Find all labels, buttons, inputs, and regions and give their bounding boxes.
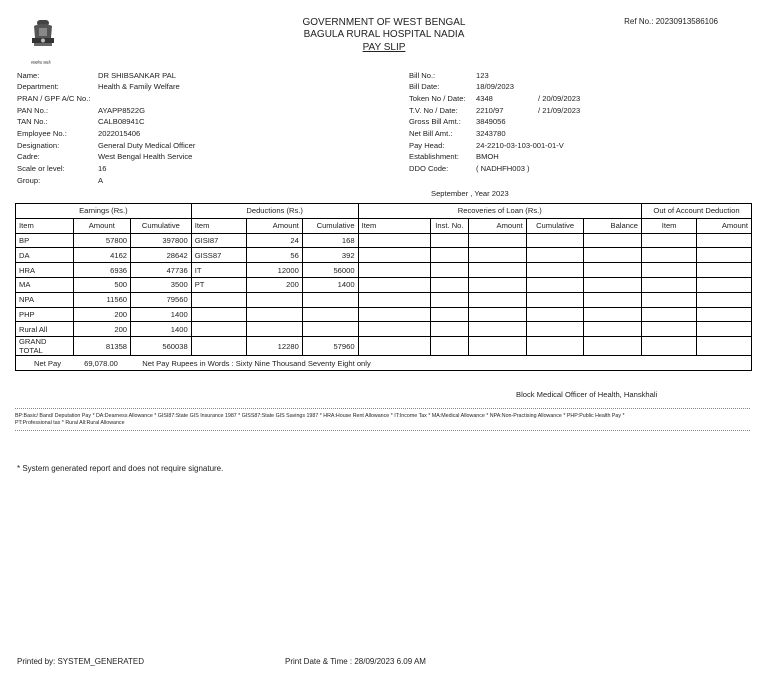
- earning-cumulative: 79560: [131, 292, 192, 307]
- deduction-amount: [247, 307, 303, 322]
- table-row: [16, 277, 752, 292]
- deduction-cumulative: [302, 292, 358, 307]
- deduction-item: [191, 307, 247, 322]
- grand-total-label: GRAND TOTAL: [16, 337, 74, 356]
- earning-item: Rural All: [16, 322, 74, 337]
- page-title: PAY SLIP: [362, 42, 406, 53]
- ddo-value: ( NADHFH003 ): [476, 164, 530, 173]
- col-header: Cumulative: [302, 218, 358, 233]
- employee-no-label: Employee No.:: [17, 129, 67, 138]
- deduction-cumulative: [302, 322, 358, 337]
- deductions-group-header: Deductions (Rs.): [191, 204, 358, 219]
- deduction-amount: 200: [247, 277, 303, 292]
- abbreviation-legend-2: PT:Professional tax * Rural All:Rural Allowance: [15, 420, 125, 426]
- earnings-group-header: Earnings (Rs.): [16, 204, 192, 219]
- earning-cumulative: 1400: [131, 322, 192, 337]
- deduction-amount: 56: [247, 248, 303, 263]
- col-header: Amount: [73, 218, 131, 233]
- col-header: Amount: [247, 218, 303, 233]
- token-value: 4348: [476, 94, 493, 103]
- table-row: [16, 292, 752, 307]
- department-label: Department:: [17, 82, 59, 91]
- net-bill-value: 3243780: [476, 129, 506, 138]
- earning-item: MA: [16, 277, 74, 292]
- bill-no-label: Bill No.:: [409, 71, 436, 80]
- token-date: / 20/09/2023: [538, 94, 581, 103]
- pay-head-label: Pay Head:: [409, 141, 445, 150]
- divider: [15, 430, 750, 431]
- gross-bill-value: 3849056: [476, 117, 506, 126]
- table-row: [16, 263, 752, 278]
- scale-value: 16: [98, 164, 107, 173]
- earning-amount: 6936: [73, 263, 131, 278]
- earning-item: BP: [16, 233, 74, 248]
- deduction-amount: [247, 292, 303, 307]
- group-label: Group:: [17, 176, 41, 185]
- pan-label: PAN No.:: [17, 106, 49, 115]
- reference-number: Ref No.: 20230913586106: [624, 17, 718, 26]
- tv-date: / 21/09/2023: [538, 106, 581, 115]
- group-value: A: [98, 176, 104, 185]
- grand-total-deductions-cumulative: 57960: [302, 337, 358, 356]
- deduction-amount: 12000: [247, 263, 303, 278]
- earning-amount: 4162: [73, 248, 131, 263]
- emblem-motto: सत्यमेव जयते: [31, 60, 51, 65]
- earning-amount: 500: [73, 277, 131, 292]
- deduction-amount: [247, 322, 303, 337]
- deduction-cumulative: 168: [302, 233, 358, 248]
- deduction-cumulative: 1400: [302, 277, 358, 292]
- name-value: DR SHIBSANKAR PAL: [98, 71, 176, 80]
- column-header-row: [16, 218, 752, 233]
- pay-period: September , Year 2023: [431, 189, 509, 198]
- earning-cumulative: 3500: [131, 277, 192, 292]
- earning-cumulative: 47736: [131, 263, 192, 278]
- grand-total-deductions: 12280: [247, 337, 303, 356]
- tan-label: TAN No.:: [17, 117, 48, 126]
- deduction-item: [191, 322, 247, 337]
- department-value: Health & Family Welfare: [98, 82, 180, 91]
- pan-value: AYAPP8522G: [98, 106, 145, 115]
- pay-table: [15, 203, 752, 371]
- gross-bill-label: Gross Bill Amt.:: [409, 117, 461, 126]
- earning-item: PHP: [16, 307, 74, 322]
- col-header: Cumulative: [526, 218, 584, 233]
- col-header: Inst. No.: [430, 218, 469, 233]
- pay-table-body: [16, 233, 752, 370]
- bill-date-label: Bill Date:: [409, 82, 440, 91]
- col-header: Amount: [697, 218, 752, 233]
- col-header: Item: [191, 218, 247, 233]
- col-header: Item: [16, 218, 74, 233]
- signing-officer: Block Medical Officer of Health, Hanskhali: [516, 390, 658, 399]
- col-header: Amount: [469, 218, 527, 233]
- table-row: [16, 248, 752, 263]
- header-government: GOVERNMENT OF WEST BENGAL: [302, 17, 466, 28]
- earning-cumulative: 28642: [131, 248, 192, 263]
- employee-no-value: 2022015406: [98, 129, 141, 138]
- scale-label: Scale or level:: [17, 164, 65, 173]
- bill-date-value: 18/09/2023: [476, 82, 515, 91]
- earning-amount: 11560: [73, 292, 131, 307]
- tan-value: CALB08941C: [98, 117, 145, 126]
- deduction-item: GISI87: [191, 233, 247, 248]
- cadre-value: West Bengal Health Service: [98, 152, 193, 161]
- grand-total-earnings: 81358: [73, 337, 131, 356]
- designation-label: Designation:: [17, 141, 60, 150]
- pay-head-value: 24-2210-03-103-001-01-V: [476, 141, 564, 150]
- earning-amount: 200: [73, 322, 131, 337]
- deduction-cumulative: [302, 307, 358, 322]
- printed-by: Printed by: SYSTEM_GENERATED: [17, 657, 144, 666]
- net-pay-value: 69,078.00: [84, 358, 118, 368]
- system-note: * System generated report and does not require signature.: [17, 464, 224, 473]
- col-header: Item: [358, 218, 430, 233]
- table-row: [16, 322, 752, 337]
- abbreviation-legend: BP:Basic/ Band/ Deputation Pay * DA:Dearness Allowance * GISI87:State GIS Insurance 1987 * GISS87:State GIS Savings 1987 * HRA:House Rent Allowance * IT:Income Tax * MA:Medical Allowance * NPA:Non-Practising Allowance * PHP:Public Health Pay *: [15, 413, 625, 419]
- net-pay-words: Net Pay Rupees in Words : Sixty Nine Thousand Seventy Eight only: [142, 358, 371, 368]
- earning-amount: 200: [73, 307, 131, 322]
- tv-value: 2210/97: [476, 106, 504, 115]
- deduction-item: IT: [191, 263, 247, 278]
- establishment-value: BMOH: [476, 152, 499, 161]
- deduction-item: PT: [191, 277, 247, 292]
- deduction-amount: 24: [247, 233, 303, 248]
- state-emblem-icon: [28, 18, 58, 62]
- table-row: [16, 307, 752, 322]
- print-date-time: Print Date & Time : 28/09/2023 6.09 AM: [285, 657, 426, 666]
- recoveries-group-header: Recoveries of Loan (Rs.): [358, 204, 641, 219]
- deduction-item: [191, 292, 247, 307]
- deduction-cumulative: 56000: [302, 263, 358, 278]
- bill-no-value: 123: [476, 71, 489, 80]
- grand-total-earnings-cumulative: 560038: [131, 337, 192, 356]
- earning-item: NPA: [16, 292, 74, 307]
- pran-label: PRAN / GPF A/C No.:: [17, 94, 91, 103]
- deduction-cumulative: 392: [302, 248, 358, 263]
- header-hospital: BAGULA RURAL HOSPITAL NADIA: [303, 29, 465, 40]
- earning-cumulative: 397800: [131, 233, 192, 248]
- earning-item: DA: [16, 248, 74, 263]
- grand-total-row: [16, 337, 752, 356]
- token-label: Token No / Date:: [409, 94, 466, 103]
- deduction-item: GISS87: [191, 248, 247, 263]
- tv-label: T.V. No / Date:: [409, 106, 458, 115]
- cadre-label: Cadre:: [17, 152, 40, 161]
- ddo-label: DDO Code:: [409, 164, 449, 173]
- name-label: Name:: [17, 71, 40, 80]
- col-header: Item: [641, 218, 696, 233]
- divider: [15, 408, 750, 409]
- earning-item: HRA: [16, 263, 74, 278]
- earning-cumulative: 1400: [131, 307, 192, 322]
- designation-value: General Duty Medical Officer: [98, 141, 196, 150]
- establishment-label: Establishment:: [409, 152, 459, 161]
- net-bill-label: Net Bill Amt.:: [409, 129, 453, 138]
- col-header: Balance: [584, 218, 642, 233]
- col-header: Cumulative: [131, 218, 192, 233]
- earning-amount: 57800: [73, 233, 131, 248]
- table-row: [16, 233, 752, 248]
- net-pay-label: Net Pay: [34, 358, 62, 368]
- net-pay-row: [16, 356, 752, 371]
- out-of-account-group-header: Out of Account Deduction: [641, 204, 751, 219]
